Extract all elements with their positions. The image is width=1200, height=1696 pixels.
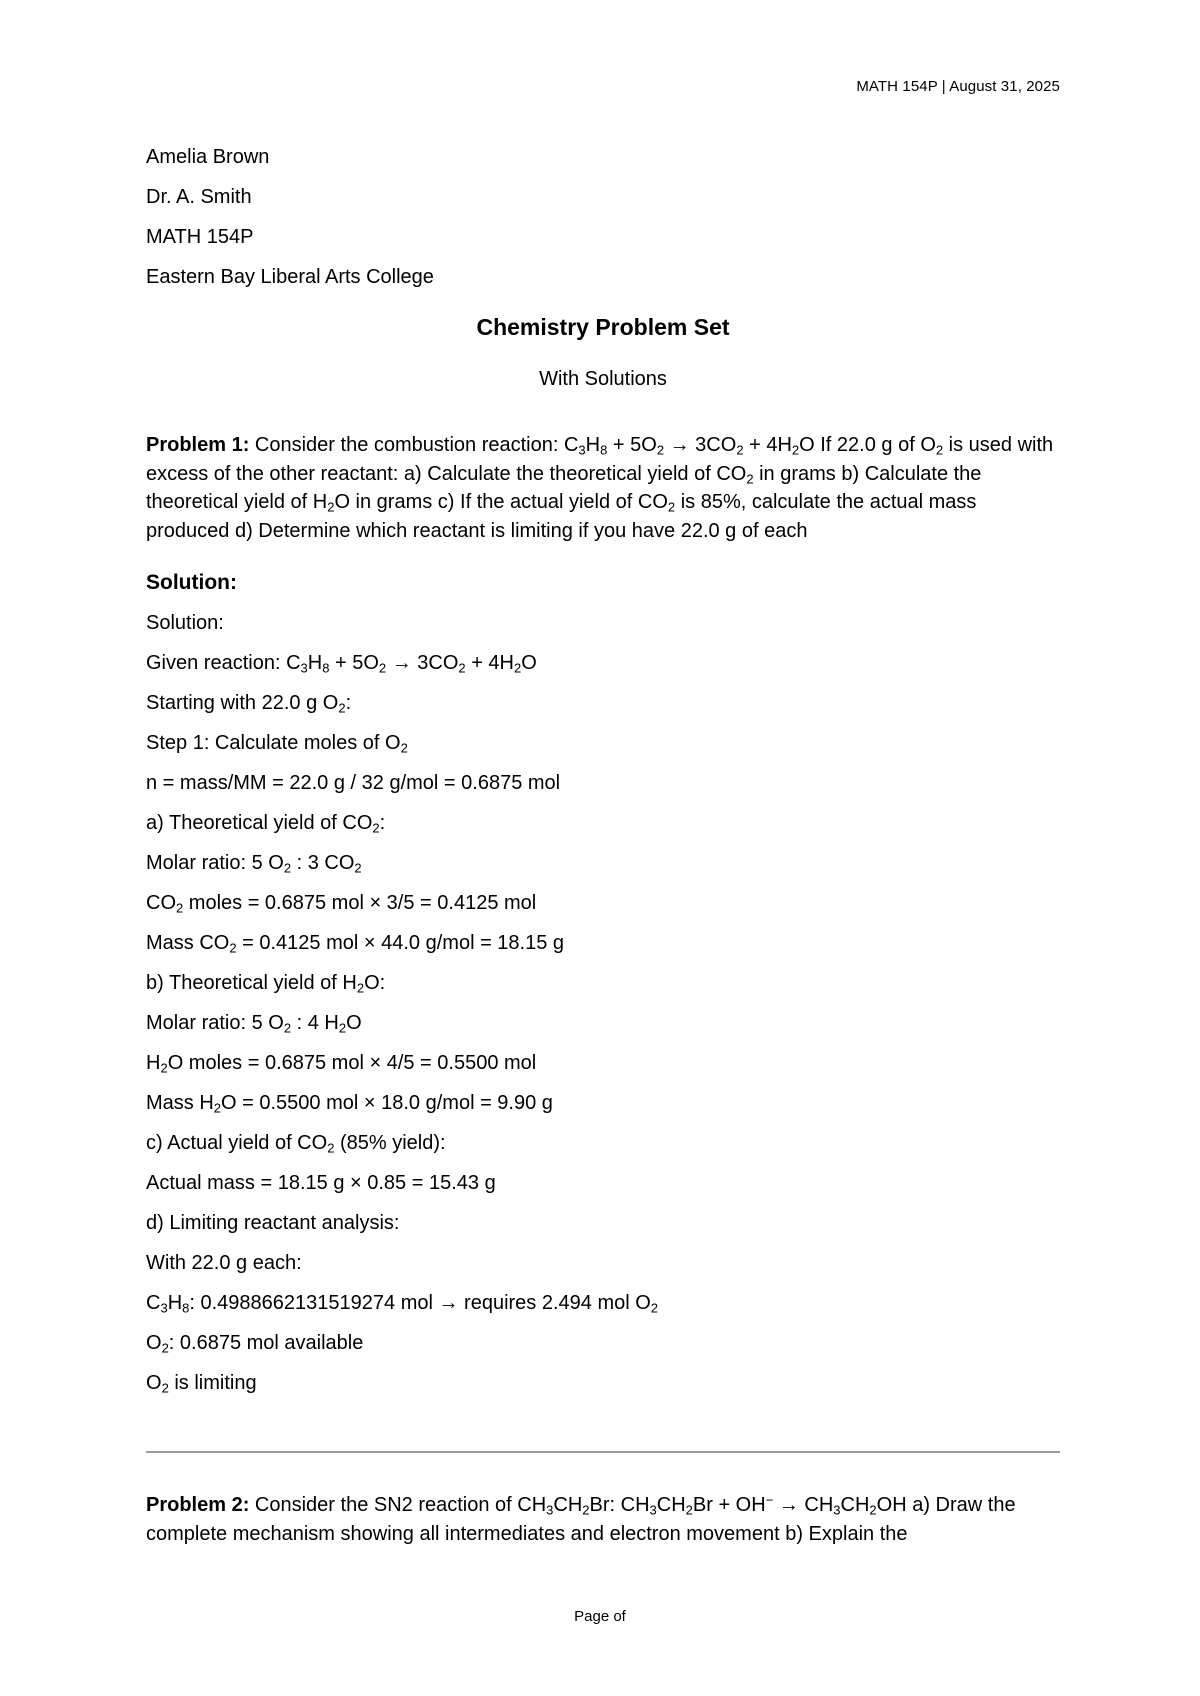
page-footer: Page of [574,1608,626,1625]
solution-line: Given reaction: $C_3H_8 + 5O_2 \to 3CO_2 + 4H_2O$ [146,652,537,676]
solution-line: Mass $H_2O = 0.5500$ mol × 18.0 g/mol = 9.90 g [146,1092,553,1116]
student-name: Amelia Brown [146,146,270,168]
page-header: MATH 154P | August 31, 2025 [856,78,1060,95]
instructor-name: Dr. A. Smith [146,186,252,208]
solution-line: With 22.0 g each: [146,1252,302,1274]
problem-2-statement: Problem 2: Consider the SN2 reaction of $CH_3CH_2Br$: $CH_3CH_2Br + OH^- \to CH_3CH_2OH$ a) Draw the complete mechanism showing all intermediates and electron movement b) Explain the [146,1492,1016,1545]
problem-1-statement: Problem 1: Consider the combustion reaction: $C_3H_8 + 5O_2 \to 3CO_2 + 4H_2O$ If 22.0 g of $O_2$ is used with excess of the other reactant: a) Calculate the theoretical yield of $CO_2$ in grams b) Calculate the theoretical yield of $H_2O$ in grams c) If the actual yield of $CO_2$ is 85%, calculate the actual mass produced d) Determine which reactant is limiting if you have 22.0 g of each [146,434,1054,542]
solution-line: Mass $CO_2 = 0.4125$ mol × 44.0 g/mol = 18.15 g [146,932,565,956]
solution-line: c) Actual yield of $CO_2$ (85% yield): [146,1132,446,1156]
solution-heading: Solution: [146,571,237,594]
problem-2-label: Problem 2: [146,1494,250,1516]
solution-line: Actual mass = 18.15 g × 0.85 = 15.43 g [146,1172,496,1194]
solution-line: Starting with 22.0 g $O_2$: [146,692,352,716]
solution-line: Molar ratio: 5 $O_2$ : 4 $H_2O$ [146,1012,362,1036]
solution-line: $CO_2$ moles = 0.6875 mol × 3/5 = 0.4125 mol [146,892,537,916]
solution-line: Step 1: Calculate moles of $O_2$ [146,732,408,756]
document-body [146,145,1060,1574]
solution-line: Molar ratio: 5 $O_2$ : 3 $CO_2$ [146,852,362,876]
solution-line: d) Limiting reactant analysis: [146,1212,400,1234]
solution-line: $H_2O$ moles = 0.6875 mol × 4/5 = 0.5500 mol [146,1052,537,1076]
solution-line: $O_2$: 0.6875 mol available [146,1332,364,1356]
solution-line: b) Theoretical yield of $H_2O$: [146,972,386,996]
problem-1-label: Problem 1: [146,434,250,456]
page-subtitle: With Solutions [539,368,667,390]
solution-line: Solution: [146,612,224,634]
solution-line: a) Theoretical yield of $CO_2$: [146,812,386,836]
section-divider [146,1451,1060,1453]
course-code: MATH 154P [146,226,254,248]
solution-line: $O_2$ is limiting [146,1372,257,1396]
solution-line: $C_3H_8$: 0.4988662131519274 mol → requires 2.494 mol $O_2$ [146,1292,659,1316]
page-title: Chemistry Problem Set [476,314,730,340]
solution-line: n = mass/MM = 22.0 g / 32 g/mol = 0.6875 mol [146,772,561,794]
institution-name: Eastern Bay Liberal Arts College [146,266,434,288]
